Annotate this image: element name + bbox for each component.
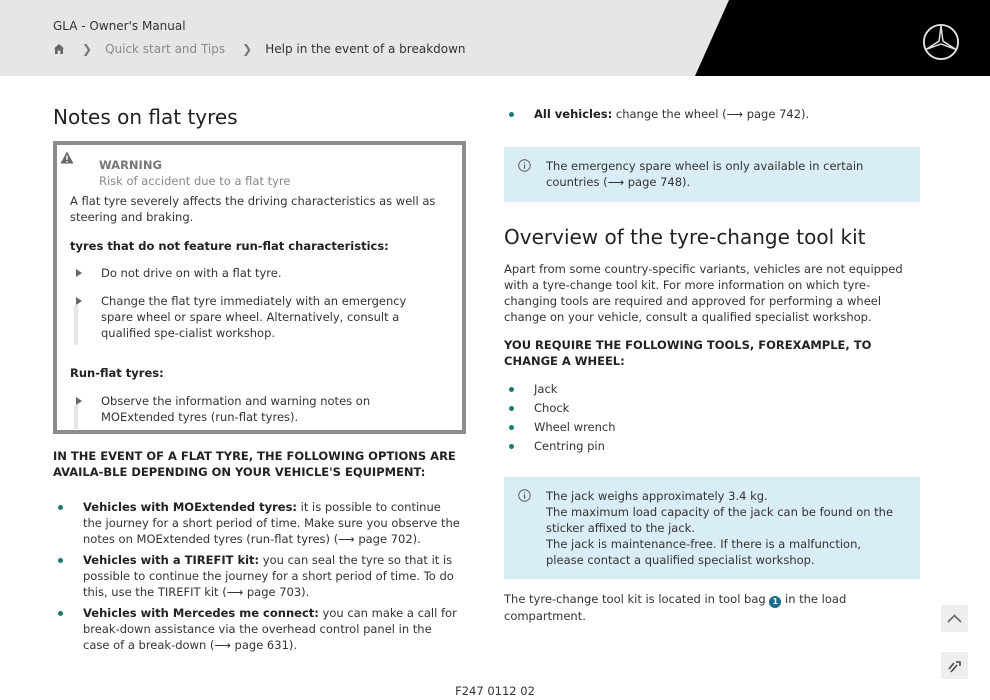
- section-heading: Overview of the tyre-change tool kit: [504, 225, 866, 249]
- warning-instruction: Change the flat tyre immediately with an emergency spare wheel or spare wheel. Alternatively, consult a qualified spe-cialist workshop.: [70, 293, 450, 341]
- chevron-right-icon: ❯: [82, 42, 93, 56]
- list-item: Vehicles with Mercedes me connect: you can make a call for break-down assistance via the overhead control panel in the case of a break-down (⟶ page 631).: [53, 605, 461, 653]
- info-box-spare-wheel: The emergency spare wheel is only available in certain countries (⟶ page 748).: [504, 147, 920, 202]
- tool-kit-section: [504, 261, 918, 454]
- bullet-icon: [504, 438, 534, 454]
- warning-instruction: Observe the information and warning notes on MOExtended tyres (run-flat tyres).: [70, 393, 450, 425]
- tool-bag-location: The tyre-change tool kit is located in tool bag 1 in the load compartment.: [504, 592, 847, 623]
- bullet-icon: [504, 419, 534, 435]
- options-heading: IN THE EVENT OF A FLAT TYRE, THE FOLLOWING OPTIONS ARE AVAILA-BLE DEPENDING ON YOUR VEHICLE'S EQUIPMENT:: [53, 449, 456, 479]
- warning-instruction: Do not drive on with a flat tyre.: [70, 265, 450, 281]
- scroll-up-button[interactable]: [941, 605, 968, 632]
- bullet-icon: [504, 400, 534, 416]
- info-icon: [518, 489, 531, 502]
- warning-box: [53, 141, 466, 434]
- page-title: Notes on flat tyres: [53, 105, 238, 129]
- chevron-up-icon: [941, 605, 968, 632]
- arrow-marker-icon: [70, 265, 101, 281]
- list-item: Wheel wrench: [504, 419, 918, 435]
- mercedes-star-logo[interactable]: [922, 23, 960, 61]
- manual-title: GLA - Owner's Manual: [53, 19, 186, 33]
- list-item: Vehicles with MOExtended tyres: it is possible to continue the journey for a short period of time. Make sure you observe the notes on MOExtended tyres (run-flat tyres) (⟶ page 702).: [53, 499, 461, 547]
- warning-subtitle: Risk of accident due to a flat tyre: [99, 174, 291, 188]
- list-item: Chock: [504, 400, 918, 416]
- bullet-icon: [53, 499, 83, 547]
- tool-bag-number-badge: 1: [769, 596, 781, 608]
- list-item: Vehicles with a TIREFIT kit: you can seal the tyre so that it is possible to continue the journey for a short period of time. To do this, use the TIREFIT kit (⟶ page 703).: [53, 552, 461, 600]
- list-item: Centring pin: [504, 438, 918, 454]
- home-icon[interactable]: [53, 43, 65, 55]
- arrow-marker-icon: [70, 393, 101, 425]
- chevron-right-icon: ❯: [242, 42, 253, 56]
- options-section: [53, 448, 461, 653]
- breadcrumb: [53, 42, 466, 56]
- warning-title: WARNING: [99, 158, 162, 172]
- bullet-icon: [53, 552, 83, 600]
- warning-group-title: Run-flat tyres:: [70, 366, 164, 380]
- info-box-jack: The jack weighs approximately 3.4 kg. The maximum load capacity of the jack can be found on the sticker affixed to the jack. The jack is maintenance-free. If there is a malfunction, please contact a qualified specialist workshop.: [504, 477, 920, 579]
- all-vehicles-item: All vehicles: change the wheel (⟶ page 742).: [504, 106, 914, 122]
- paragraph: Apart from some country-specific variants, vehicles are not equipped with a tyre-change tool kit. For more information on which tyre-changing tools are required and approved for performing a wheel change on your vehicle, consult a qualified specialist workshop.: [504, 262, 903, 324]
- info-icon: [518, 159, 531, 172]
- bullet-icon: [504, 106, 534, 122]
- bullet-icon: [53, 605, 83, 653]
- footer-code: F247 0112 02: [455, 684, 535, 698]
- bullet-icon: [504, 381, 534, 397]
- breadcrumb-current: Help in the event of a breakdown: [265, 42, 466, 56]
- arrow-marker-icon: [70, 293, 101, 341]
- tools-heading: YOU REQUIRE THE FOLLOWING TOOLS, FOREXAMPLE, TO CHANGE A WHEEL:: [504, 338, 872, 368]
- list-item: Jack: [504, 381, 918, 397]
- wrench-icon: [941, 652, 968, 679]
- tools-button[interactable]: [941, 652, 968, 679]
- warning-body: A flat tyre severely affects the driving characteristics as well as steering and braking.: [70, 194, 436, 224]
- breadcrumb-item[interactable]: Quick start and Tips: [105, 42, 226, 56]
- warning-group-title: tyres that do not feature run-flat characteristics:: [70, 239, 389, 253]
